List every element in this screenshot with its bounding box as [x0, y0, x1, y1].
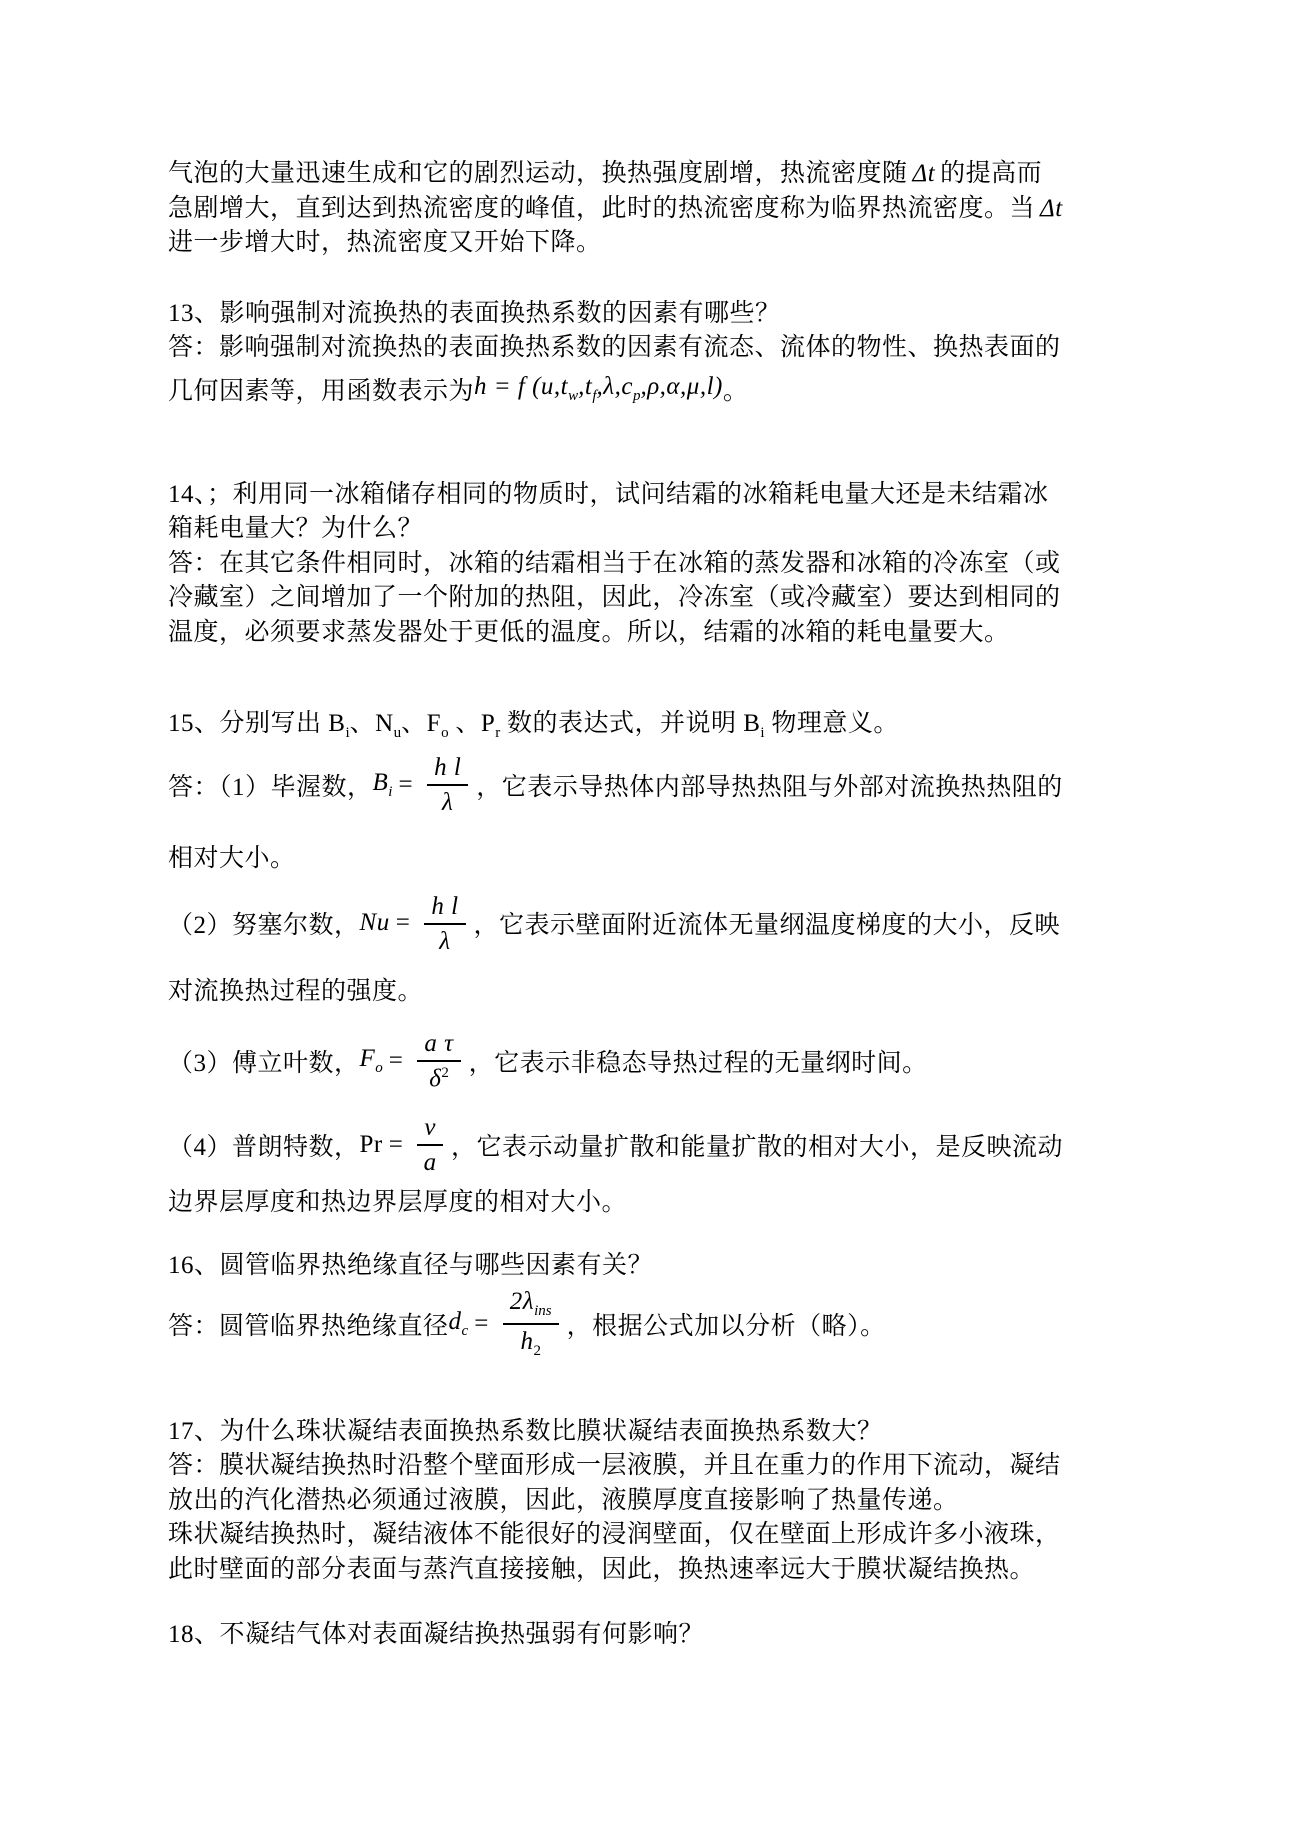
text-segment: 的提高而 [940, 160, 1043, 187]
formula-dc-lhs [449, 1308, 469, 1340]
question-13-answer-line-1: 答：影响强制对流换热的表面换热系数的因素有流态、流体的物性、换热表面的 [168, 334, 1061, 361]
answer-15-item-4 [168, 1110, 1153, 1180]
text-segment: 答：圆管临界热绝缘直径 [168, 1312, 449, 1340]
math-subscript: 2 [533, 1343, 541, 1359]
math-var: Pr [359, 1130, 383, 1158]
question-17-answer-line-2: 放出的汽化潜热必须通过液膜，因此，液膜厚度直接影响了热量传递。 [168, 1486, 959, 1514]
math-var: d [448, 1307, 462, 1335]
math-subscript: o [441, 725, 449, 741]
math-subscript: u [393, 725, 402, 741]
question-14-answer-line-2: 冷藏室）之间增加了一个附加的热阻，因此，冷冻室（或冷藏室）要达到相同的 [168, 584, 1061, 611]
formula-nusselt-lhs [360, 909, 390, 937]
intro-paragraph [168, 157, 1153, 261]
formula-fourier-lhs [360, 1045, 383, 1077]
math-delta-t: Δt [912, 160, 936, 187]
answer-16 [168, 1289, 1153, 1359]
fraction-denominator: δ [429, 1065, 442, 1093]
text-segment: 进一步增大时，热流密度又开始下降。 [168, 229, 602, 256]
text-segment: （4）普朗特数， [168, 1133, 360, 1161]
fraction-numerator: a τ [424, 1029, 454, 1057]
answer-15-item-2-cont: 对流换热过程的强度。 [168, 978, 424, 1005]
question-14-title-line-2: 箱耗电量大？为什么？ [168, 515, 424, 542]
equals-sign: = [395, 909, 411, 936]
text-segment: 答：（1）毕渥数， [168, 773, 373, 801]
math-superscript: 2 [441, 1064, 449, 1081]
question-17 [168, 1415, 1153, 1588]
fraction-dc [503, 1288, 559, 1359]
text-segment: （3）傅立叶数， [168, 1049, 360, 1077]
question-14 [168, 478, 1153, 651]
question-17-answer-line-4: 此时壁面的部分表面与蒸汽直接接触，因此，换热速率远大于膜状凝结换热。 [168, 1555, 1036, 1583]
math-segment: h = f (u,t [474, 372, 569, 400]
text-segment: 、P [448, 710, 496, 737]
answer-15-item-3 [168, 1026, 1153, 1096]
text-segment: 急剧增大，直到达到热流密度的峰值，此时的热流密度称为临界热流密度。当 [168, 194, 1036, 222]
question-18-title: 18、不凝结气体对表面凝结换热强弱有何影响？ [168, 1621, 705, 1648]
text-segment: 物理意义。 [764, 710, 899, 737]
math-subscript: i [345, 725, 350, 741]
math-subscript: c [461, 1322, 469, 1339]
fraction-fourier [417, 1030, 460, 1091]
math-subscript: i [388, 783, 393, 800]
math-subscript: p [632, 387, 641, 404]
text-segment: （2）努塞尔数， [168, 912, 360, 939]
math-var: B [372, 768, 389, 796]
text-segment: 数的表达式，并说明 B [500, 710, 761, 737]
question-17-answer-line-1: 答：膜状凝结换热时沿整个壁面形成一层液膜，并且在重力的作用下流动，凝结 [168, 1452, 1061, 1479]
fraction-numerator: 2λ [509, 1288, 535, 1315]
text-segment: ，它表示非稳态导热过程的无量纲时间。 [468, 1049, 928, 1077]
question-14-answer-line-1: 答：在其它条件相同时，冰箱的结霜相当于在冰箱的蒸发器和冰箱的冷冻室（或 [168, 549, 1061, 577]
fraction-biot [427, 754, 468, 815]
text-segment: 几何因素等，用函数表示为 [168, 377, 475, 405]
equals-sign: = [388, 1130, 404, 1158]
question-16-title: 16、圆管临界热绝缘直径与哪些因素有关？ [168, 1252, 654, 1279]
fraction-denominator: a [423, 1149, 437, 1176]
fraction-denominator: h [520, 1328, 534, 1355]
formula-prandtl-lhs [360, 1131, 383, 1159]
intro-line-1 [168, 157, 1153, 192]
question-17-answer-line-3: 珠状凝结换热时，凝结液体不能很好的浸润壁面，仅在壁面上形成许多小液珠， [168, 1521, 1061, 1548]
math-segment: ,t [578, 372, 593, 400]
fraction-denominator: λ [439, 927, 451, 955]
equals-sign: = [388, 1046, 404, 1074]
math-subscript: o [375, 1059, 383, 1076]
text-segment: 气泡的大量迅速生成和它的剧烈运动，换热强度剧增，热流密度随 [168, 160, 908, 187]
math-delta-t: Δt [1040, 194, 1063, 222]
equals-sign: = [398, 770, 414, 798]
answer-15-item-2 [168, 888, 1153, 958]
question-17-title: 17、为什么珠状凝结表面换热系数比膜状凝结表面换热系数大？ [168, 1417, 883, 1445]
question-14-title-line-1: 14、；利用同一冰箱储存相同的物质时，试问结霜的冰箱耗电量大还是未结霜冰 [168, 480, 1049, 508]
intro-line-2 [168, 192, 1153, 227]
answer-15-item-4-cont: 边界层厚度和热边界层厚度的相对大小。 [168, 1188, 628, 1216]
text-segment: ，它表示动量扩散和能量扩散的相对大小，是反映流动 [450, 1133, 1063, 1161]
question-15-title [168, 707, 1153, 742]
math-subscript: i [760, 725, 765, 741]
text-segment: ，它表示壁面附近流体无量纲温度梯度的大小，反映 [473, 912, 1061, 939]
math-subscript: r [495, 725, 501, 741]
fraction-denominator: λ [442, 789, 454, 816]
math-segment: ,ρ,α,μ,l) [640, 372, 723, 400]
question-14-answer-line-3: 温度，必须要求蒸发器处于更低的温度。所以，结霜的冰箱的耗电量要大。 [168, 618, 1010, 646]
equals-sign: = [474, 1309, 489, 1337]
math-subscript: ins [534, 1303, 552, 1319]
math-var: F [359, 1044, 376, 1072]
question-13-title: 13、影响强制对流换热的表面换热系数的因素有哪些？ [168, 299, 781, 327]
fraction-prandtl [417, 1114, 443, 1175]
page-content [168, 0, 1153, 1653]
answer-15-item-1 [168, 750, 1153, 820]
text-segment: 、N [349, 710, 394, 737]
answer-15-item-1-cont: 相对大小。 [168, 844, 296, 872]
text-segment: 。 [722, 377, 749, 405]
math-segment: ,λ,c [596, 372, 633, 400]
fraction-nusselt [424, 893, 465, 954]
formula-h-function [474, 373, 723, 405]
fraction-numerator: h l [434, 754, 462, 781]
formula-biot-lhs [373, 769, 393, 801]
fraction-numerator: h l [431, 892, 459, 920]
text-segment: ，它表示导热体内部导热热阻与外部对流换热热阻的 [476, 773, 1063, 801]
question-13-answer-line-2 [168, 366, 1153, 412]
text-segment: 15、分别写出 B [168, 710, 346, 737]
fraction-numerator: ν [424, 1114, 436, 1141]
math-subscript: w [568, 387, 579, 404]
text-segment: 、F [401, 710, 442, 737]
text-segment: ，根据公式加以分析（略）。 [566, 1312, 886, 1340]
intro-line-3 [168, 226, 1153, 261]
question-13 [168, 297, 1153, 412]
math-subscript: f [592, 387, 597, 404]
math-var: Nu [359, 909, 390, 936]
